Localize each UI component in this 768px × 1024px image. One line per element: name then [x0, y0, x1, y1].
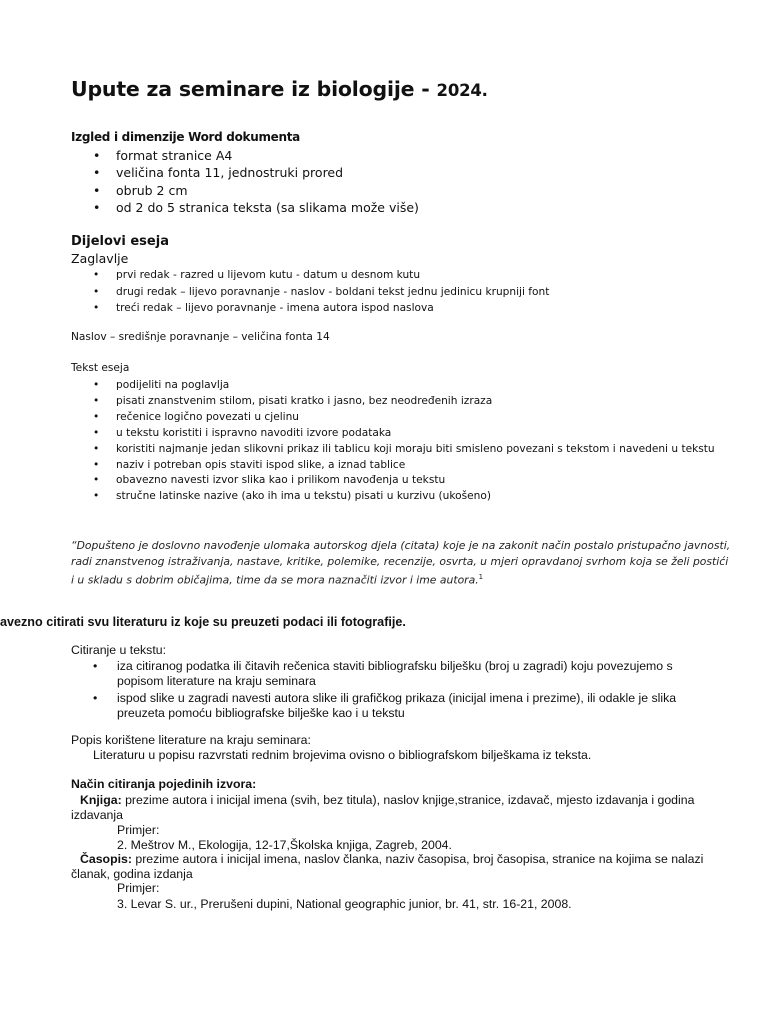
quote-text: “Dopušteno je doslovno navođenje ulomaka autorskog djela (citata) koje je na zakonit način postalo pristupačno javnosti, radi znanstvenog istraživanja, nastave, kritike, polemike, recenzije, osvrta, u mjeri opravdanoj svrhom koja se želi postići i u skladu s dobrim običajima, time da se mora naznačiti izvor i ime autora. [71, 539, 731, 587]
header-label: Zaglavlje [71, 251, 129, 266]
citation-warning: avezno citirati svu literaturu iz koje su preuzeti podaci ili fotografije. [0, 615, 406, 629]
layout-list [93, 147, 419, 216]
essay-parts-heading: Dijelovi eseja [71, 234, 169, 249]
list-item: • koristiti najmanje jedan slikovni prikaz ili tablicu koji moraju biti smisleno povezani s tekstom i navedeni u tekstu [93, 442, 715, 455]
layout-heading: Izgled i dimenzije Word dokumenta [71, 130, 300, 144]
list-item: • pisati znanstvenim stilom, pisati kratko i jasno, bez neodređenih izraza [93, 394, 493, 407]
list-item: • obavezno navesti izvor slika kao i prilikom navođenja u tekstu [93, 474, 446, 487]
book-text: prezime autora i inicijal imena (svih, bez titula), naslov knjige,stranice, izdavač, mjesto izdavanja i godina izdavanja [71, 793, 695, 822]
list-item: • podijeliti na poglavlja [93, 379, 230, 391]
title-year: 2024. [436, 81, 488, 100]
list-item: • od 2 do 5 stranica teksta (sa slikama može više) [93, 199, 419, 215]
literature-text: Literaturu u popisu razvrstati rednim brojevima ovisno o bibliografskom bilješkama iz teksta. [93, 748, 592, 762]
book-example-label: Primjer: [117, 823, 160, 837]
title-main: Upute za seminare iz biologije - [71, 77, 437, 101]
journal-text: prezime autora i inicijal imena, naslov članka, naziv časopisa, broj časopisa, stranice na kojima se nalazi članak, godina izdanja [71, 852, 704, 881]
text-label: Tekst eseja [71, 362, 130, 374]
list-item: • prvi redak - razred u lijevom kutu - datum u desnom kutu [93, 269, 421, 281]
text-list [93, 378, 715, 505]
citing-list [93, 659, 707, 721]
book-citation [71, 793, 721, 823]
legal-quote [71, 538, 731, 588]
list-item: • naziv i potreban opis staviti ispod slike, a iznad tablice [93, 458, 406, 471]
citation-methods-heading: Način citiranja pojedinih izvora: [71, 777, 257, 791]
footnote-marker: 1 [478, 572, 484, 581]
list-item: • drugi redak – lijevo poravnanje - naslov - boldani tekst jednu jedinicu krupniji font [93, 285, 550, 298]
journal-example-label: Primjer: [117, 881, 160, 895]
list-item: • stručne latinske nazive (ako ih ima u tekstu) pisati u kurzivu (ukošeno) [93, 490, 492, 503]
list-item: • u tekstu koristiti i ispravno navoditi izvore podataka [93, 426, 392, 439]
list-item: • format stranice A4 [93, 148, 233, 163]
journal-example: 3. Levar S. ur., Prerušeni dupini, National geographic junior, br. 41, str. 16-21, 2008. [117, 897, 572, 911]
list-item: • veličina fonta 11, jednostruki prored [93, 165, 344, 181]
book-label: Knjiga: [80, 793, 122, 807]
journal-label: Časopis: [80, 852, 132, 866]
header-list [93, 267, 550, 317]
title-instruction: Naslov – središnje poravnanje – veličina fonta 14 [71, 331, 330, 343]
journal-citation [71, 852, 726, 882]
list-item: • iza citiranog podatka ili čitavih rečenica staviti bibliografsku bilješku (broj u zagradi) koju povezujemo s popisom literature na kraju seminara [93, 659, 673, 688]
literature-label: Popis korištene literature na kraju seminara: [71, 733, 311, 747]
citing-label: Citiranje u tekstu: [71, 643, 167, 657]
book-example: 2. Meštrov M., Ekologija, 12-17,Školska knjiga, Zagreb, 2004. [117, 838, 452, 852]
list-item: • obrub 2 cm [93, 182, 188, 198]
list-item: • ispod slike u zagradi navesti autora slike ili grafičkog prikaza (inicijal imena i prezime), ili odakle je slika preuzeta pomoću bibliografske bilješke kao i u tekstu [93, 691, 677, 720]
list-item: • treći redak – lijevo poravnanje - imena autora ispod naslova [93, 302, 434, 314]
page-title [71, 77, 488, 101]
list-item: • rečenice logično povezati u cjelinu [93, 410, 300, 423]
